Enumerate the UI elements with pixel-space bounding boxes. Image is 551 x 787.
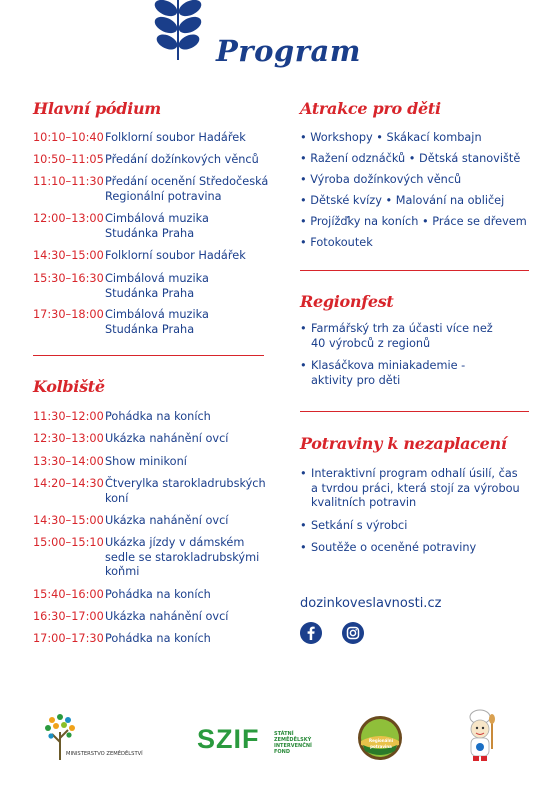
facebook-icon[interactable] [300, 622, 322, 644]
list-item: • Výroba dožínkových věnců [300, 173, 462, 186]
list-item: • Ražení odznáčků • Dětská stanoviště [300, 152, 521, 165]
szif-sub-label: STÁTNÍ ZEMĚDĚLSKÝ INTERVENČNÍ FOND [274, 731, 312, 755]
list-item: Soutěže o oceněné potraviny [311, 541, 477, 554]
wheat-icon [150, 0, 206, 64]
list-item: • Dětské kvízy • Malování na obličej [300, 194, 505, 207]
divider [33, 355, 264, 356]
section-heading-hlavni: Hlavní pódium [33, 99, 161, 118]
section-heading-regionfest: Regionfest [300, 292, 394, 311]
list-item: Interaktivní program odhalí úsilí, čas a tvrdou práci, která stojí za výrobou kvalitních potravin [311, 467, 520, 509]
section-heading-potraviny: Potraviny k nezaplacení [300, 434, 507, 453]
szif-logo: SZIF [197, 724, 260, 754]
ministerstvo-label: MINISTERSTVO ZEMĚDĚLSTVÍ [66, 751, 143, 757]
list-item: • Workshopy • Skákací kombajn [300, 131, 482, 144]
divider [300, 411, 529, 412]
instagram-icon[interactable] [342, 622, 364, 644]
list-item: • Fotokoutek [300, 236, 373, 249]
list-item: Setkání s výrobci [311, 519, 408, 532]
list-item: • Projížďky na koních • Práce se dřevem [300, 215, 527, 228]
list-item: Klasáčkova miniakademie - aktivity pro děti [311, 359, 466, 387]
page-title: Program [216, 34, 361, 68]
section-heading-atrakce: Atrakce pro děti [300, 99, 441, 118]
badge-label: Regionální potravina [369, 738, 393, 749]
mascot-icon [462, 709, 502, 763]
list-item: Farmářský trh za účasti více než 40 výrobců z regionů [311, 322, 493, 350]
divider [300, 270, 529, 271]
section-heading-kolbiste: Kolbiště [33, 377, 105, 396]
website-link[interactable]: dozinkoveslavnosti.cz [300, 596, 442, 611]
